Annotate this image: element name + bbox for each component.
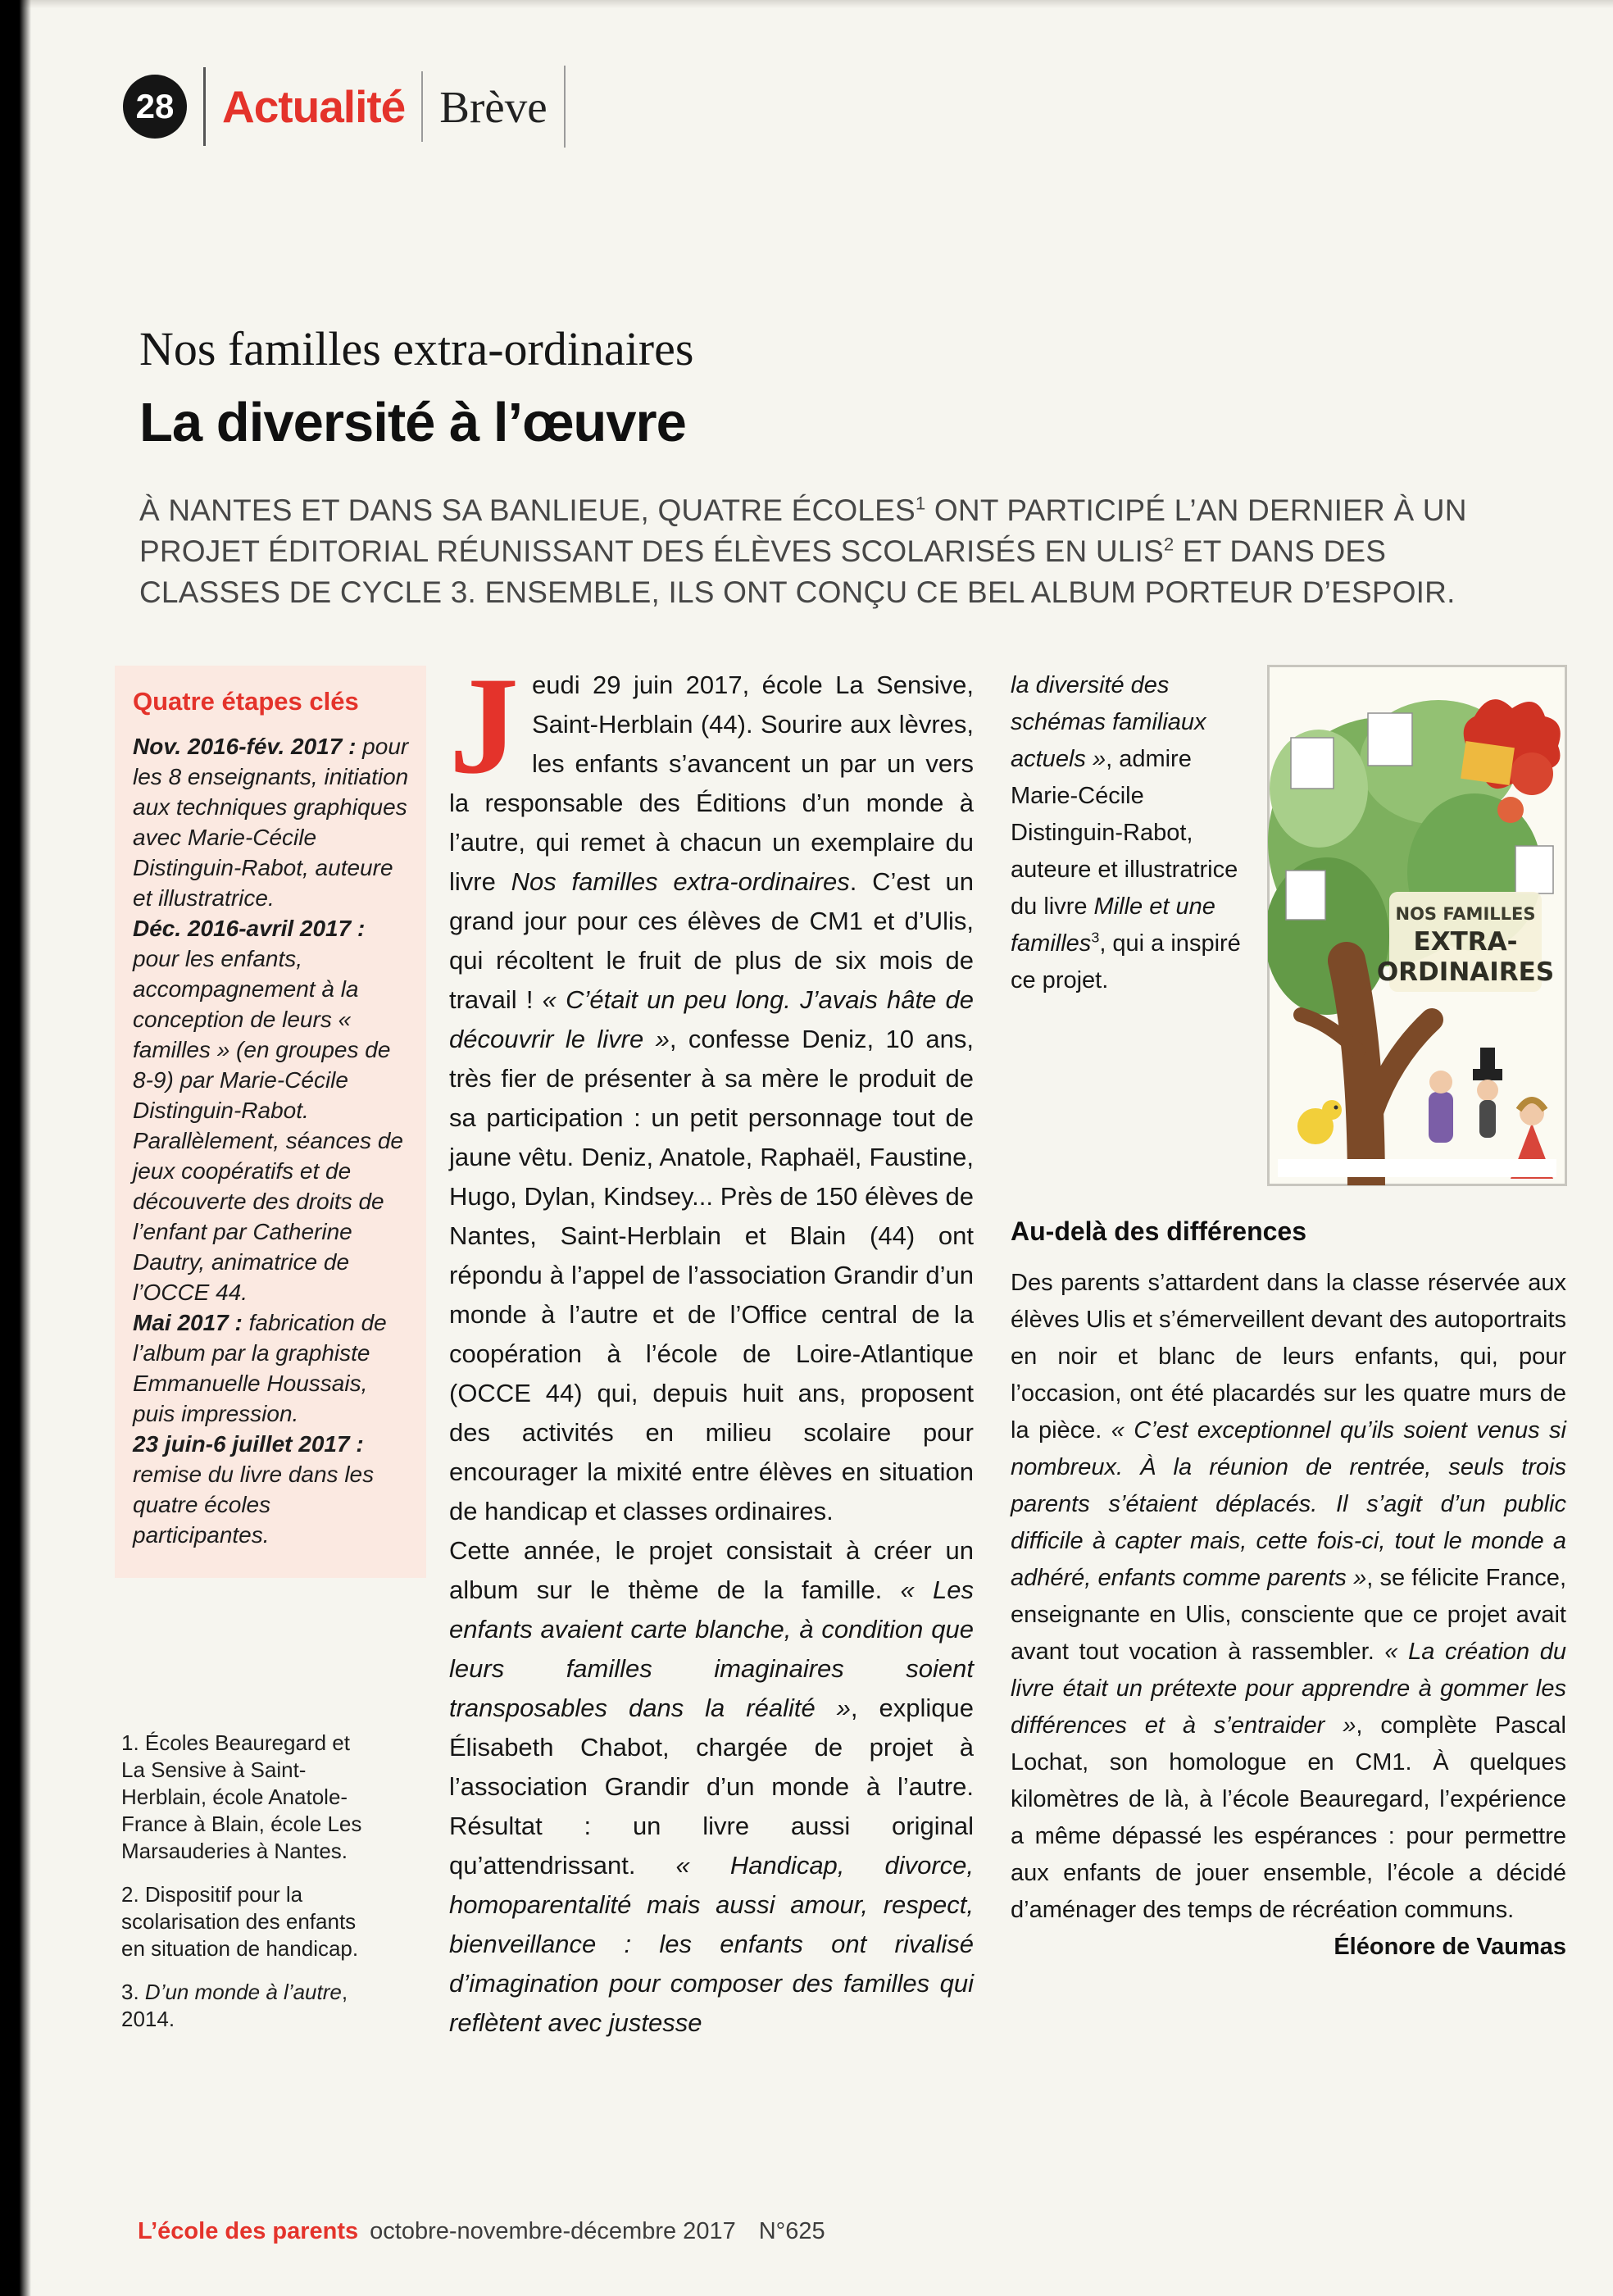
masthead-divider xyxy=(203,67,206,146)
article-title: La diversité à l’œuvre xyxy=(139,392,686,453)
cover-title-line1: NOS FAMILLES xyxy=(1395,904,1536,924)
magazine-name: L’école des parents xyxy=(138,2218,359,2244)
section-label: Actualité xyxy=(222,81,406,132)
cover-bottom-strip xyxy=(1278,1159,1556,1177)
article-columns xyxy=(115,648,1566,2043)
article-paragraph-3 xyxy=(1011,1265,1566,1960)
masthead-divider xyxy=(421,71,423,142)
issue-date: octobre-novembre-décembre 2017 xyxy=(370,2218,736,2244)
key-step-text: remise du livre dans les quatre écoles participantes. xyxy=(133,1462,375,1548)
key-step-text: pour les enfants, accompagnement à la conception de leurs « familles » (en groupes de 8-9) par Marie-Cécile Distinguin-Rabot. Parallèlement, séances de jeux coopératifs et de découverte des droits de l’enfant par Catherine Dautry, animatrice de l’OCCE 44. xyxy=(133,946,403,1305)
standfirst: À NANTES ET DANS SA BANLIEUE, QUATRE ÉCOLES$^1$ ONT PARTICIPÉ L’AN DERNIER À UN PROJET ÉDITORIAL RÉUNISSANT DES ÉLÈVES SCOLARISÉS EN ULIS$^2$ ET DANS DES CLASSES DE CYCLE 3. ENSEMBLE, ILS ONT CONÇU CE BEL ALBUM PORTEUR D’ESPOIR. xyxy=(139,493,1467,609)
left-column xyxy=(115,666,426,2033)
key-step-date: Mai 2017 : xyxy=(133,1310,243,1335)
key-step-text: pour les 8 enseignants, initiation aux techniques graphiques avec Marie-Cécile Distinguin-Rabot, auteure et illustratrice. xyxy=(133,734,409,911)
cover-title-line3: ORDINAIRES xyxy=(1376,957,1555,987)
issue-number: N°625 xyxy=(758,2218,825,2244)
footnote-2: 2. Dispositif pour la scolarisation des enfants en situation de handicap. xyxy=(121,1882,359,1961)
page-number-badge xyxy=(123,75,187,139)
right-column-top xyxy=(1011,666,1566,1185)
page-number: 28 xyxy=(135,87,175,125)
cover-yellow-patch xyxy=(1461,741,1515,785)
author-byline: Éléonore de Vaumas xyxy=(1334,1934,1566,1960)
middle-column xyxy=(449,648,974,2043)
section-subhead: Au-delà des différences xyxy=(1011,1216,1306,1246)
book-cover-image xyxy=(1268,666,1566,1185)
key-step xyxy=(133,731,410,913)
key-step xyxy=(133,1429,410,1550)
footnote-1: 1. Écoles Beauregard et La Sensive à Saint-Herblain, école Anatole-France à Blain, école Les Marsauderies à Nantes. xyxy=(121,1730,362,1863)
scan-edge xyxy=(0,0,31,2296)
drop-cap: J xyxy=(449,648,519,802)
key-steps-title: Quatre étapes clés xyxy=(133,687,359,716)
key-step xyxy=(133,1307,410,1429)
article-paragraph-1 xyxy=(449,648,974,1531)
cover-title-panel xyxy=(1377,892,1554,992)
masthead xyxy=(123,66,582,148)
cover-title-line2: EXTRA- xyxy=(1413,927,1518,957)
page-footer xyxy=(138,2218,825,2245)
footnote-3: 3. D’un monde à l’autre, 2014. xyxy=(121,1980,348,2031)
masthead-divider xyxy=(564,66,566,148)
paragraph-text: Des parents s’attardent dans la classe réservée aux élèves Ulis et s’émerveillent devant des autoportraits en noir et blanc de leurs enfants, qui, pour l’occasion, ont été placardés sur les quatre murs de la pièce. « C’est exceptionnel qu’ils soient venus si nombreux. À la réunion de rentrée, seuls trois parents s’étaient déplacés. Il s’agit d’un public difficile à capter mais, cette fois-ci, tout le monde a adhéré, enfants comme parents », se félicite France, enseignante en Ulis, consciente que ce projet avait avant tout vocation à rassembler. « La création du livre était un prétexte pour apprendre à gommer les différences et à s’entraider », complète Pascal Lochat, son homologue en CM1. À quelques kilomètres de là, à l’école Beauregard, l’expérience a même dépassé les espérances : pour permettre aux enfants de jouer ensemble, l’école a décidé d’aménager des temps de récréation communs. xyxy=(1011,1270,1566,1923)
article-kicker: Nos familles extra-ordinaires xyxy=(139,322,694,375)
key-step-date: Nov. 2016-fév. 2017 : xyxy=(133,734,357,759)
headline-block xyxy=(139,321,1524,613)
key-steps-box xyxy=(115,666,426,1578)
rubric-label: Brève xyxy=(439,81,548,132)
right-column xyxy=(1011,666,1566,1966)
scan-top-shadow xyxy=(0,0,1613,8)
article-paragraph-continuation: la diversité des schémas familiaux actuels », admire Marie-Cécile Distinguin-Rabot, auteure et illustratrice du livre Mille et une familles$^3$, qui a inspiré ce projet. xyxy=(1011,672,1241,993)
key-step-text: fabrication de l’album par la graphiste Emmanuelle Houssais, puis impression. xyxy=(133,1310,387,1426)
paragraph-text: eudi 29 juin 2017, école La Sensive, Saint-Herblain (44). Sourire aux lèvres, les enfants s’avancent un par un vers la responsable des Éditions d’un monde à l’autre, qui remet à chacun un exemplaire du livre Nos familles extra-ordinaires. C’est un grand jour pour ces élèves de CM1 et d’Ulis, qui récoltent le fruit de plus de six mois de travail ! « C’était un peu long. J’avais hâte de découvrir le livre », confesse Deniz, 10 ans, très fier de présenter à sa mère le produit de sa participation : un petit personnage tout de jaune vêtu. Deniz, Anatole, Raphaël, Faustine, Hugo, Dylan, Kindsey... Près de 150 élèves de Nantes, Saint-Herblain et Blain (44) ont répondu à l’appel de l’association Grandir d’un monde à l’autre et de l’Office central de la coopération à l’école de Loire-Atlantique (OCCE 44) qui, depuis huit ans, proposent des activités en milieu scolaire pour encourager la mixité entre élèves en situation de handicap et classes ordinaires. xyxy=(449,671,974,1525)
footnotes xyxy=(115,1730,370,2033)
article-paragraph-2 xyxy=(449,1531,974,2043)
paragraph-text: Cette année, le projet consistait à créer un album sur le thème de la famille. « Les enfants avaient carte blanche, à condition que leurs familles imaginaires soient transposables dans la réalité », explique Élisabeth Chabot, chargée de projet à l’association Grandir d’un monde à l’autre. Résultat : un livre aussi original qu’attendrissant. « Handicap, divorce, homoparentalité mais aussi amour, respect, bienveillance : les enfants ont rivalisé d’imagination pour composer des familles qui reflètent avec justesse xyxy=(449,1536,974,2037)
key-step-date: 23 juin-6 juillet 2017 : xyxy=(133,1431,364,1457)
key-step xyxy=(133,913,410,1307)
key-step-date: Déc. 2016-avril 2017 : xyxy=(133,916,366,941)
